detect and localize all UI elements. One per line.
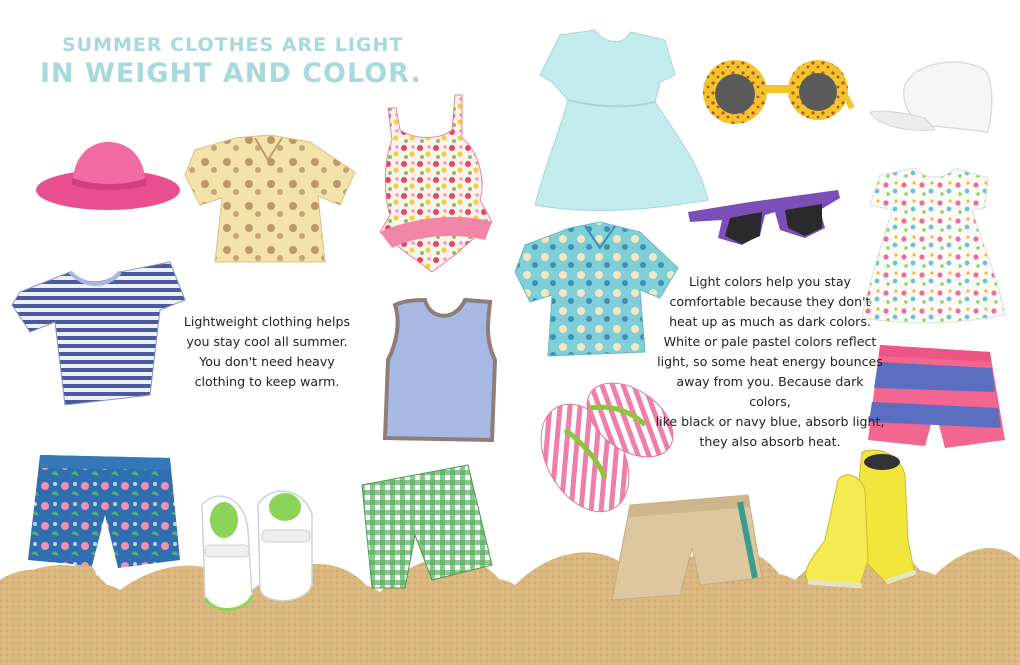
text-line: You don't need heavy [199,354,335,369]
white-cap-icon [870,62,992,132]
text-line: clothing to keep warm. [194,374,340,389]
text-line: like black or navy blue, absorb light, [655,414,885,429]
heading-line-2: IN WEIGHT AND COLOR. [40,58,422,89]
hawaiian-shirt-icon [515,222,678,356]
tropical-trunks-icon [28,455,180,568]
text-line: comfortable because they don't [669,294,871,309]
text-line: they also absorb heat. [699,434,841,449]
text-line: you stay cool all summer. [186,334,348,349]
text-line: Lightweight clothing helps [183,314,351,329]
page-heading [40,34,422,89]
striped-tshirt-icon [12,262,185,405]
pink-blue-shorts-icon [868,345,1005,448]
text-line: away from you. Because dark colors, [676,374,864,409]
flower-sunglasses-icon [703,60,852,124]
light-blue-dress-icon [535,30,708,210]
beige-shirt-icon [185,135,355,262]
text-line: heat up as much as dark colors. [669,314,871,329]
blue-tank-top-icon [385,300,495,440]
pink-sun-hat-icon [36,142,180,210]
heading-line-1: SUMMER CLOTHES ARE LIGHT [62,34,404,56]
right-paragraph [655,272,885,452]
text-line: light, so some heat energy bounces [657,354,883,369]
floral-swimsuit-icon [380,95,492,272]
text-line: White or pale pastel colors reflect [663,334,877,349]
left-paragraph [172,312,362,392]
text-line: Light colors help you stay [688,274,852,289]
purple-sunglasses-icon [688,190,840,245]
yellow-high-tops-icon [806,450,916,586]
